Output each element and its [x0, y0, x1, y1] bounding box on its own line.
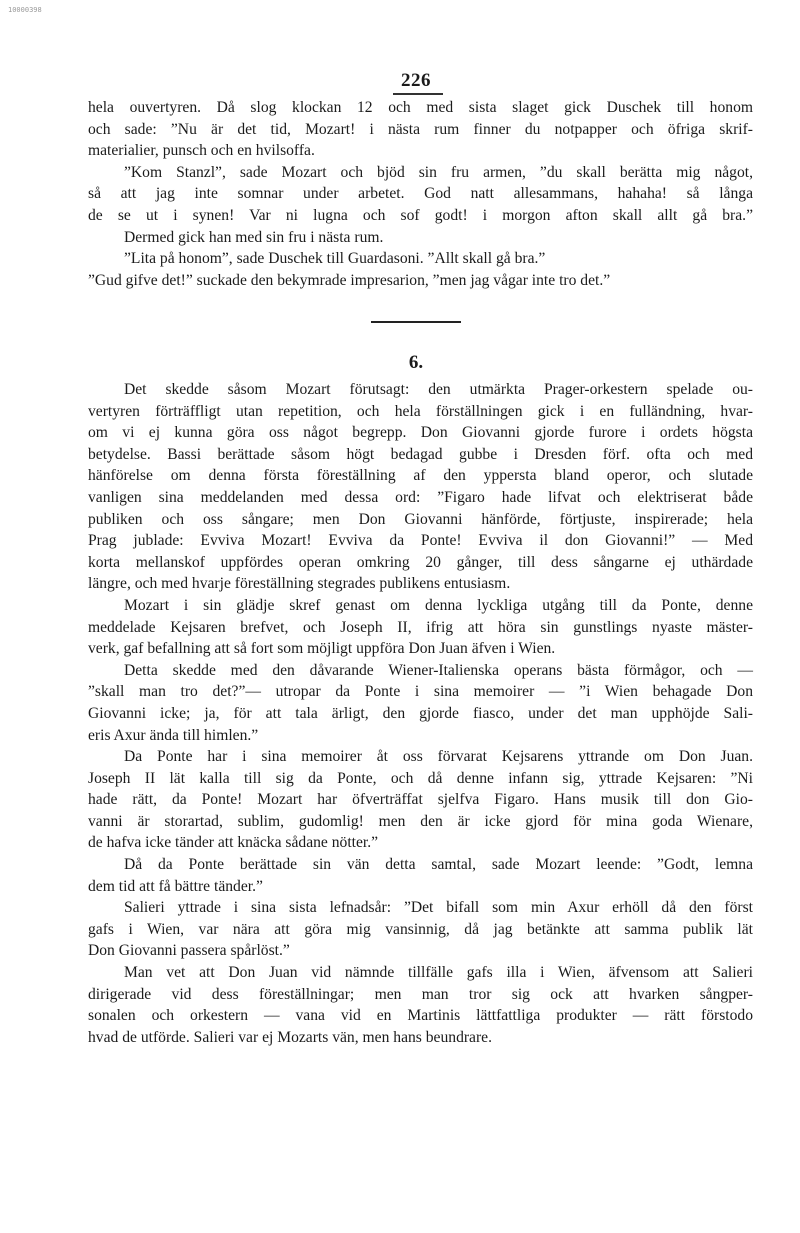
text-line: dirigerade vid dess föreställningar; men man tror sig ock att hvarken sångper- [88, 985, 753, 1003]
text-line: vanni är storartad, sublim, gudomlig! men den är icke gjord för mina goda Wienare, [88, 812, 753, 830]
text-line: eris Axur ända till himlen.” [88, 726, 259, 744]
text-line: verk, gaf befallning att så fort som möjligt uppföra Don Juan äfven i Wien. [88, 640, 556, 658]
text-line: Salieri yttrade i sina sista lefnadsår: ”Det bifall som min Axur erhöll då den först [124, 899, 753, 917]
text-line: och sade: ”Nu är det tid, Mozart! i nästa rum finner du notpapper och öfriga skrif- [88, 120, 753, 138]
text-line: Da Ponte har i sina memoirer åt oss förvarat Kejsarens yttrande om Don Juan. [124, 748, 753, 766]
section-number: 6. [408, 352, 424, 373]
text-line: materialier, punsch och en hvilsoffa. [88, 142, 315, 160]
page-number: 226 [401, 70, 431, 91]
text-line: hänförelse om denna första föreställning af den yppersta bland operor, och slutade [88, 467, 753, 485]
text-line: hela ouvertyren. Då slog klockan 12 och med sista slaget gick Duschek till honom [88, 99, 753, 116]
text-line: ”Gud gifve det!” suckade den bekymrade impresarion, ”men jag vågar inte tro det.” [88, 271, 611, 289]
text-line: ”Lita på honom”, sade Duschek till Guardasoni. ”Allt skall gå bra.” [124, 250, 546, 268]
text-line: Prag jublade: Evviva Mozart! Evviva da Ponte! Evviva il don Giovanni!” — Med [88, 532, 753, 550]
text-line: gafs i Wien, var nära att göra mig vansinnig, då jag betänkte att samma publik lät [88, 920, 753, 938]
text-line: Joseph II lät kalla till sig da Ponte, och då denne infann sig, yttrade Kejsaren: ”Ni [88, 769, 753, 787]
text-line: betydelse. Bassi berättade såsom högt bedagad gubbe i Dresden förf. ofta och med [88, 445, 753, 463]
text-line: de hafva icke tänder att knäcka sådane nötter.” [88, 834, 379, 852]
page-number-underline [393, 93, 443, 95]
text-line: Man vet att Don Juan vid nämnde tillfälle gafs illa i Wien, äfvensom att Salieri [124, 964, 753, 982]
text-line: om vi ej kunna göra oss något begrepp. Don Giovanni gjorde furore i ordets högsta [88, 424, 753, 442]
text-line: Don Giovanni passera spårlöst.” [88, 942, 290, 960]
chapter-text-top [88, 97, 753, 291]
text-line: vertyren förträffligt utan repetition, och hela förställningen gick i en fulländning, hvar- [88, 402, 753, 420]
text-line: sonalen och orkestern — vana vid en Martinis lättfattliga produkter — rätt förstodo [88, 1007, 753, 1025]
text-line: ”skall man tro det?”— utropar da Ponte i sina memoirer — ”i Wien behagade Don [88, 683, 753, 701]
text-line: meddelade Kejsaren brefvet, och Joseph II, ifrig att höra sin gunstlings nyaste mäster- [88, 618, 753, 636]
section-divider [371, 321, 461, 323]
text-line: ”Kom Stanzl”, sade Mozart och bjöd sin fru armen, ”du skall berätta mig något, [124, 163, 753, 181]
text-line: hvad de utförde. Salieri var ej Mozarts vän, men hans beundrare. [88, 1028, 492, 1046]
text-line: Giovanni icke; ja, för att tala ärligt, den gjorde fiasco, under det man upphöjde Sali- [88, 704, 753, 722]
text-line: korta mellanskof uppfördes operan omkring 20 gånger, till dess sångarne ej uthärdade [88, 553, 753, 571]
chapter-text-bottom [88, 379, 753, 1048]
text-line: vanligen sina meddelanden med dessa ord: ”Figaro hade lifvat och elektriserat både [88, 488, 753, 506]
text-line: hade rätt, da Ponte! Mozart har öfverträffat sjelfva Figaro. Hans musik till don Gio- [88, 791, 753, 809]
text-line: de se ut i synen! Var ni lugna och sof godt! i morgon afton skall allt gå bra.” [88, 206, 753, 224]
text-line: Detta skedde med den dåvarande Wiener-Italienska operans bästa förmågor, och — [124, 661, 753, 679]
text-line: längre, och med hvarje föreställning stegrades publikens entusiasm. [88, 575, 511, 593]
text-line: dem tid att få bättre tänder.” [88, 877, 263, 895]
text-line: så att jag inte somnar under arbetet. God natt allesammans, hahaha! så långa [88, 185, 753, 203]
text-line: publiken och oss sångare; men Don Giovanni hänförde, förtjuste, inspirerade; hela [88, 510, 753, 528]
text-line: Då da Ponte berättade sin vän detta samtal, sade Mozart leende: ”Godt, lemna [124, 856, 753, 874]
library-stamp: 10000398 [8, 6, 42, 14]
text-line: Dermed gick han med sin fru i nästa rum. [124, 228, 384, 246]
text-line: Det skedde såsom Mozart förutsagt: den utmärkta Prager-orkestern spelade ou- [124, 381, 753, 398]
text-line: Mozart i sin glädje skref genast om denna lyckliga utgång till da Ponte, denne [124, 596, 753, 614]
